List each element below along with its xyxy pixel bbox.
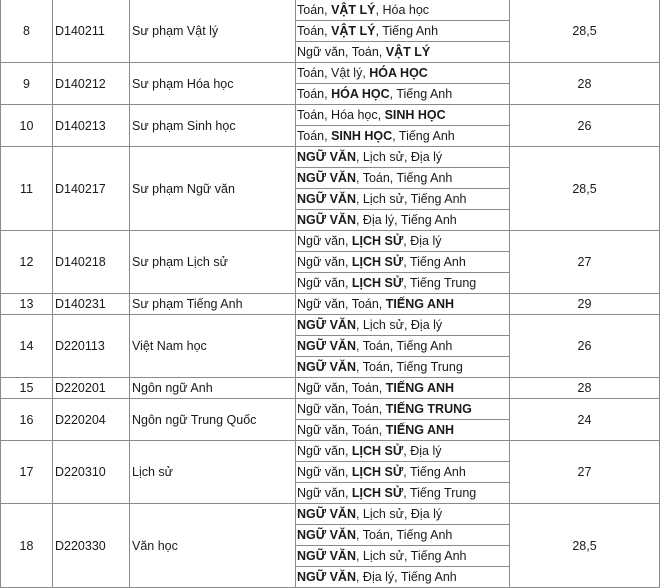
main-subject-text: TIẾNG TRUNG (385, 402, 472, 416)
subject-combination-cell (296, 525, 510, 546)
benchmark-score-cell: 29 (510, 294, 660, 315)
subject-text: , Lịch sử, Địa lý (355, 318, 443, 332)
table-row (1, 294, 660, 315)
major-code-cell: D220201 (53, 378, 130, 399)
subject-text: , Địa lý (403, 444, 442, 458)
main-subject-text: NGỮ VĂN (297, 171, 356, 185)
row-number-cell: 17 (1, 441, 53, 504)
subject-text: , Lịch sử, Tiếng Anh (355, 549, 467, 563)
subject-text: Ngữ văn, Toán, (297, 423, 386, 437)
subject-combination-cell (296, 273, 510, 294)
main-subject-text: NGỮ VĂN (297, 150, 356, 164)
subject-combination-cell (296, 147, 510, 168)
main-subject-text: NGỮ VĂN (297, 507, 356, 521)
main-subject-text: SINH HỌC (384, 108, 446, 122)
benchmark-score-cell: 24 (510, 399, 660, 441)
row-number-cell: 16 (1, 399, 53, 441)
subject-text: , Toán, Tiếng Trung (355, 360, 463, 374)
table-row (1, 378, 660, 399)
subject-text: , Toán, Tiếng Anh (355, 339, 453, 353)
subject-text: , Lịch sử, Địa lý (355, 150, 443, 164)
benchmark-score-cell: 28,5 (510, 0, 660, 63)
row-number-cell: 10 (1, 105, 53, 147)
major-name-cell: Ngôn ngữ Trung Quốc (130, 399, 296, 441)
major-name-cell: Văn học (130, 504, 296, 588)
subject-text: , Địa lý, Tiếng Anh (355, 213, 457, 227)
main-subject-text: NGỮ VĂN (297, 192, 356, 206)
subject-text: Ngữ văn, (297, 486, 352, 500)
major-code-cell: D140217 (53, 147, 130, 231)
row-number-cell: 18 (1, 504, 53, 588)
subject-text: Toán, (297, 129, 332, 143)
subject-text: , Tiếng Anh (389, 87, 453, 101)
subject-combination-cell (296, 210, 510, 231)
table-body (1, 0, 660, 588)
subject-combination-cell (296, 84, 510, 105)
subject-text: Toán, (297, 3, 332, 17)
row-number-cell: 9 (1, 63, 53, 105)
row-number-cell: 13 (1, 294, 53, 315)
subject-text: , Tiếng Anh (403, 255, 466, 269)
main-subject-text: VẬT LÝ (331, 3, 376, 17)
subject-combination-cell (296, 168, 510, 189)
main-subject-text: LỊCH SỬ (351, 276, 404, 290)
subject-combination-cell (296, 357, 510, 378)
benchmark-score-cell: 26 (510, 315, 660, 378)
major-code-cell: D220204 (53, 399, 130, 441)
major-code-cell: D140211 (53, 0, 130, 63)
major-code-cell: D220330 (53, 504, 130, 588)
subject-text: Toán, Vật lý, (297, 66, 370, 80)
subject-text: Ngữ văn, (297, 465, 352, 479)
major-name-cell: Sư phạm Sinh học (130, 105, 296, 147)
subject-combination-cell (296, 189, 510, 210)
subject-text: Ngữ văn, (297, 255, 352, 269)
major-name-cell: Lịch sử (130, 441, 296, 504)
main-subject-text: LỊCH SỬ (351, 234, 404, 248)
table-row (1, 315, 660, 336)
benchmark-score-cell: 27 (510, 231, 660, 294)
subject-text: , Toán, Tiếng Anh (355, 171, 453, 185)
major-name-cell: Sư phạm Vật lý (130, 0, 296, 63)
subject-text: , Tiếng Trung (403, 276, 477, 290)
subject-combination-cell (296, 63, 510, 84)
subject-combination-cell (296, 420, 510, 441)
subject-text: Toán, Hóa học, (297, 108, 385, 122)
table-row (1, 441, 660, 462)
subject-combination-cell (296, 399, 510, 420)
main-subject-text: LỊCH SỬ (351, 486, 404, 500)
main-subject-text: NGỮ VĂN (297, 570, 356, 584)
subject-text: Ngữ văn, Toán, (297, 45, 386, 59)
subject-text: Ngữ văn, (297, 276, 352, 290)
main-subject-text: LỊCH SỬ (351, 465, 404, 479)
subject-text: , Tiếng Trung (403, 486, 477, 500)
benchmark-score-cell: 28,5 (510, 147, 660, 231)
subject-combination-cell (296, 441, 510, 462)
main-subject-text: LỊCH SỬ (351, 255, 404, 269)
subject-combination-cell (296, 294, 510, 315)
main-subject-text: HÓA HỌC (369, 66, 428, 80)
subject-combination-cell (296, 126, 510, 147)
subject-combination-cell (296, 336, 510, 357)
subject-text: , Tiếng Anh (392, 129, 455, 143)
main-subject-text: TIẾNG ANH (385, 381, 455, 395)
major-name-cell: Ngôn ngữ Anh (130, 378, 296, 399)
subject-text: Ngữ văn, Toán, (297, 381, 386, 395)
table-row (1, 105, 660, 126)
subject-combination-cell (296, 546, 510, 567)
major-name-cell: Sư phạm Tiếng Anh (130, 294, 296, 315)
subject-text: , Tiếng Anh (403, 465, 466, 479)
row-number-cell: 11 (1, 147, 53, 231)
main-subject-text: SINH HỌC (331, 129, 393, 143)
major-code-cell: D140231 (53, 294, 130, 315)
table-row (1, 504, 660, 525)
main-subject-text: NGỮ VĂN (297, 339, 356, 353)
benchmark-score-cell: 28 (510, 63, 660, 105)
subject-text: , Tiếng Anh (375, 24, 439, 38)
main-subject-text: TIẾNG ANH (385, 297, 455, 311)
major-name-cell: Sư phạm Hóa học (130, 63, 296, 105)
subject-text: Toán, (297, 87, 332, 101)
row-number-cell: 12 (1, 231, 53, 294)
benchmark-score-cell: 26 (510, 105, 660, 147)
main-subject-text: LỊCH SỬ (351, 444, 404, 458)
subject-combination-cell (296, 231, 510, 252)
main-subject-text: NGỮ VĂN (297, 318, 356, 332)
main-subject-text: VẬT LÝ (331, 24, 376, 38)
subject-text: Ngữ văn, (297, 234, 352, 248)
subject-combination-cell (296, 483, 510, 504)
major-name-cell: Sư phạm Lịch sử (130, 231, 296, 294)
main-subject-text: NGỮ VĂN (297, 549, 356, 563)
subject-text: Toán, (297, 24, 332, 38)
major-code-cell: D220310 (53, 441, 130, 504)
main-subject-text: HÓA HỌC (331, 87, 390, 101)
subject-combination-cell (296, 105, 510, 126)
benchmark-score-cell: 28,5 (510, 504, 660, 588)
subject-text: , Địa lý (403, 234, 442, 248)
benchmark-score-cell: 27 (510, 441, 660, 504)
table-row (1, 147, 660, 168)
subject-text: , Lịch sử, Địa lý (355, 507, 443, 521)
subject-text: , Toán, Tiếng Anh (355, 528, 453, 542)
major-code-cell: D220113 (53, 315, 130, 378)
subject-text: , Hóa học (375, 3, 430, 17)
table-row (1, 63, 660, 84)
major-name-cell: Sư phạm Ngữ văn (130, 147, 296, 231)
table-row (1, 231, 660, 252)
subject-combination-cell (296, 252, 510, 273)
table-row (1, 0, 660, 21)
row-number-cell: 8 (1, 0, 53, 63)
main-subject-text: NGỮ VĂN (297, 213, 356, 227)
subject-text: , Địa lý, Tiếng Anh (355, 570, 457, 584)
major-code-cell: D140212 (53, 63, 130, 105)
subject-combination-cell (296, 0, 510, 21)
major-name-cell: Việt Nam học (130, 315, 296, 378)
subject-combination-cell (296, 567, 510, 588)
subject-combination-cell (296, 21, 510, 42)
main-subject-text: NGỮ VĂN (297, 360, 356, 374)
main-subject-text: NGỮ VĂN (297, 528, 356, 542)
row-number-cell: 15 (1, 378, 53, 399)
subject-text: Ngữ văn, (297, 444, 352, 458)
benchmark-score-cell: 28 (510, 378, 660, 399)
major-code-cell: D140213 (53, 105, 130, 147)
row-number-cell: 14 (1, 315, 53, 378)
subject-combination-cell (296, 462, 510, 483)
major-code-cell: D140218 (53, 231, 130, 294)
subject-text: Ngữ văn, Toán, (297, 297, 386, 311)
subject-combination-cell (296, 504, 510, 525)
subject-text: Ngữ văn, Toán, (297, 402, 386, 416)
main-subject-text: VẬT LÝ (385, 45, 431, 59)
main-subject-text: TIẾNG ANH (385, 423, 455, 437)
subject-combination-cell (296, 315, 510, 336)
subject-text: , Lịch sử, Tiếng Anh (355, 192, 467, 206)
subject-combination-cell (296, 42, 510, 63)
subject-combination-cell (296, 378, 510, 399)
table-row (1, 399, 660, 420)
